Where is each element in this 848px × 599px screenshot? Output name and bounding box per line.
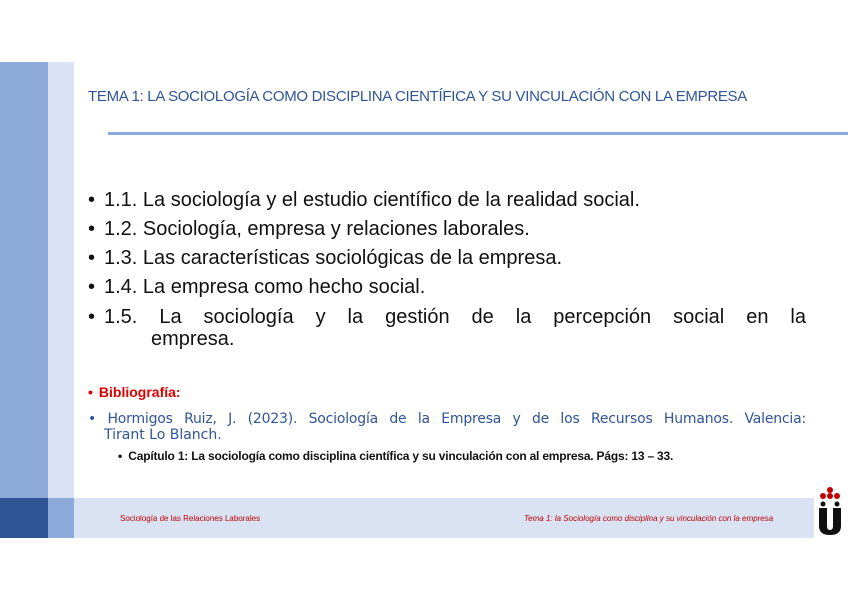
footer-topic-name: Tema 1: la Sociología como disciplina y su vinculación con la empresa	[524, 514, 774, 523]
bibliography-reference: • Hormigos Ruiz, J. (2023). Sociología de la Empresa y de los Recursos Humanos. Valencia: Tirant Lo Blanch.	[88, 411, 806, 443]
left-band-bottom	[0, 498, 48, 538]
left-band-light	[48, 62, 74, 538]
bibliography-heading: • Bibliografía:	[88, 384, 181, 400]
left-band-dark	[0, 62, 48, 538]
bullet: •	[88, 218, 96, 240]
footer-course-name: Sociología de las Relaciones Laborales	[120, 514, 261, 523]
bullet: •	[88, 247, 96, 269]
topic-item: • 1.5. La sociología y la gestión de la percepción social en la	[88, 306, 806, 328]
bibliography-chapter: • Capítulo 1: La sociología como disciplina científica y su vinculación con al empresa. Págs: 13 – 33.	[118, 449, 674, 463]
topic-list	[88, 186, 806, 350]
footer-band-accent	[48, 498, 74, 538]
bullet: •	[88, 306, 96, 328]
bullet: •	[118, 449, 123, 463]
topic-item: • 1.2. Sociología, empresa y relaciones laborales.	[88, 215, 806, 244]
slide-title: TEMA 1: LA SOCIOLOGÍA COMO DISCIPLINA CIENTÍFICA Y SU VINCULACIÓN CON LA EMPRESA	[88, 88, 747, 105]
bullet: •	[88, 384, 93, 400]
topic-item: • 1.3. Las características sociológicas de la empresa.	[88, 244, 806, 273]
topic-item: • 1.1. La sociología y el estudio científico de la realidad social.	[88, 186, 806, 215]
university-logo-icon	[816, 486, 844, 536]
title-divider	[108, 132, 848, 135]
bullet: •	[88, 276, 96, 298]
bullet: •	[88, 189, 96, 211]
bullet: •	[88, 411, 97, 427]
topic-item: • 1.4. La empresa como hecho social.	[88, 273, 806, 302]
topic-item-continuation: empresa.	[151, 328, 235, 350]
